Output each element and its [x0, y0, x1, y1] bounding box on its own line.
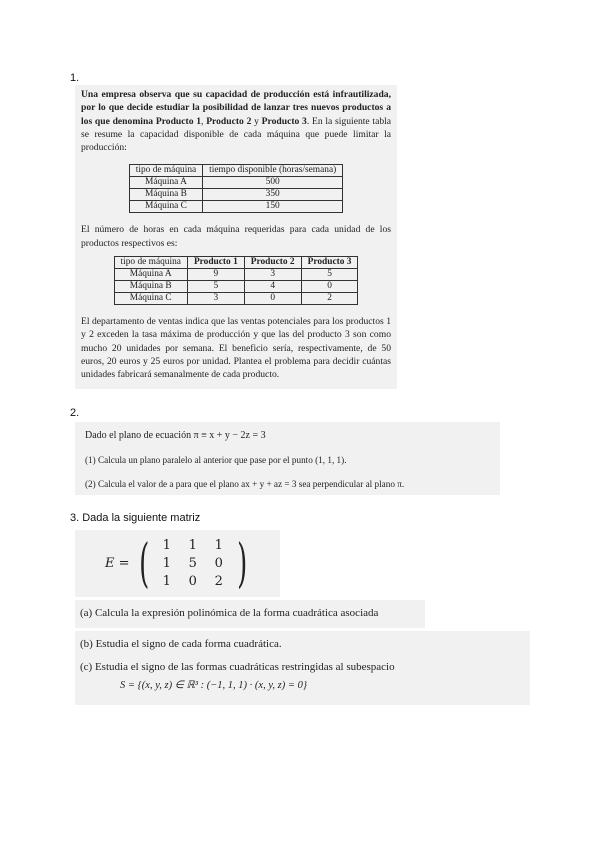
question-2-box [75, 422, 500, 495]
question-3c: (c) Estudia el signo de las formas cuadráticas restringidas al subespacio [80, 661, 395, 673]
question-2-item-1: (1) Calcula un plano paralelo al anterior que pase por el punto (1, 1, 1). [85, 455, 347, 465]
question-3a: (a) Calcula la expresión polinómica de la forma cuadrática asociada [80, 607, 379, 619]
question-1-intro: Una empresa observa que su capacidad de producción está infrautilizada, por lo que decide estudiar la posibilidad de lanzar tres nuevos productos a los que denomina Producto 1, Producto 2 y Producto 3. En la siguiente tabla se resume la capacidad disponible de cada máquina que puede limitar la producción: [81, 89, 392, 154]
matrix-box [75, 530, 280, 597]
subspace-definition: S = {(x, y, z) ∈ ℝ³ : (−1, 1, 1) · (x, y, z) = 0} [120, 680, 308, 691]
question-2-number: 2. [70, 407, 80, 419]
question-3a-box [75, 600, 425, 628]
question-1-box [75, 85, 397, 389]
question-2-item-2: (2) Calcula el valor de a para que el plano ax + y + az = 3 sea perpendicular al plano π. [85, 479, 405, 489]
question-1-number: 1. [70, 72, 80, 84]
hours-table: tipo de máquina Producto 1 Producto 2 Producto 3 Máquina A 9 3 5 Máquina B 5 4 0 Máquina C 3 0 2 [114, 256, 359, 305]
question-1-hours-text: El número de horas en cada máquina requeridas para cada unidad de los productos respectivos es: [81, 224, 391, 249]
question-3bc-box [75, 631, 530, 705]
capacity-table: tipo de máquina tiempo disponible (horas/semana) Máquina A 500 Máquina B 350 Máquina C 150 [129, 164, 343, 213]
question-3b: (b) Estudia el signo de cada forma cuadrática. [80, 638, 282, 650]
question-3-number: 3. Dada la siguiente matriz [70, 512, 201, 524]
question-1-sales-text: El departamento de ventas indica que las ventas potenciales para los productos 1 y 2 exceden la tasa máxima de producción y que las del producto 3 son como mucho 20 unidades por semana. El beneficio sería, respectivamente, de 50 euros, 20 euros y 25 euros por unidad. Plantea el problema para decidir cuántas unidades fabricará semanalmente de cada producto. [81, 316, 391, 381]
question-2-intro: Dado el plano de ecuación π ≡ x + y − 2z = 3 [85, 430, 266, 441]
matrix-e: E = ( 1 1 1 1 5 0 1 0 2 ) [105, 533, 248, 594]
